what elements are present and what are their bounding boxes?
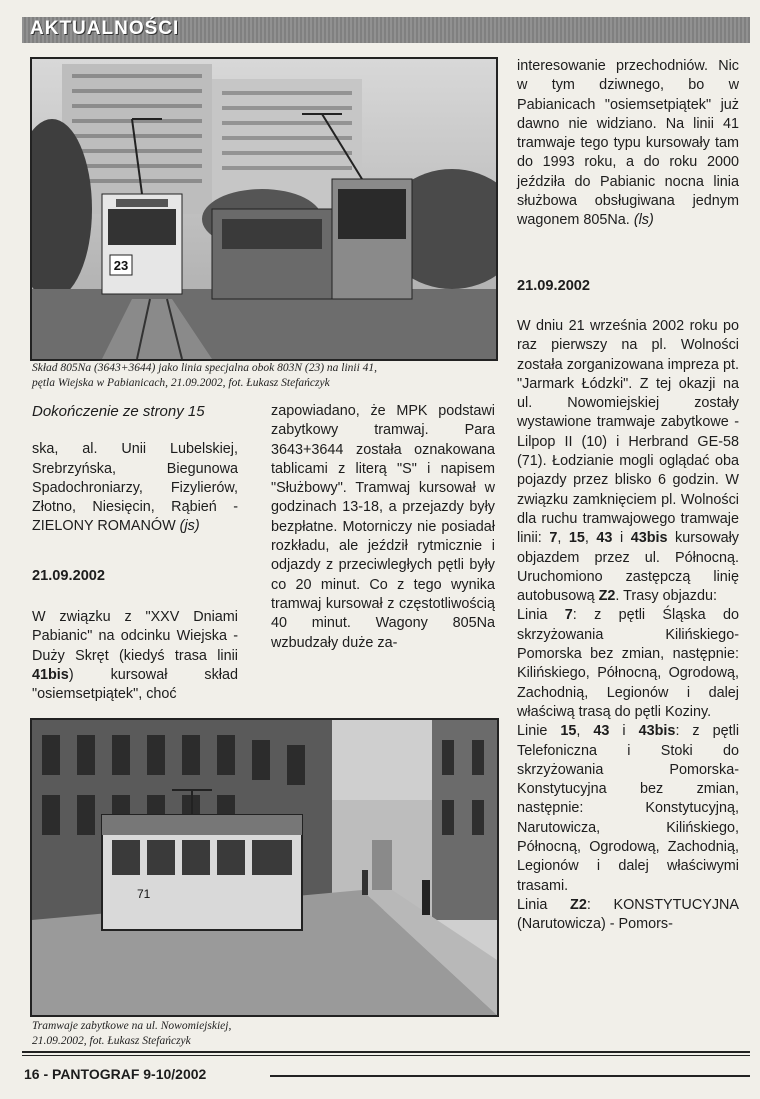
route-3-number: Z2 bbox=[570, 896, 587, 913]
route-1-label: Linia bbox=[517, 607, 548, 624]
col1-paragraph-2-part1: W związku z "XXV Dniami Pabianic" na odcinku Wiejska - Duży Skręt (kiedyś trasa linii bbox=[32, 609, 238, 664]
section-title: AKTUALNOŚCI bbox=[30, 18, 180, 39]
col3-paragraph-2-part2: kursowały objazdem przez ul. Północną. Uruchomiono zastępczą linię autobusową bbox=[517, 530, 740, 605]
route-2-number-2: 43 bbox=[593, 723, 610, 740]
photo2-caption-line2: 21.09.2002, fot. Łukasz Stefańczyk bbox=[32, 1035, 191, 1047]
col3-author: (ls) bbox=[633, 212, 654, 229]
column-1-top bbox=[32, 402, 238, 537]
sep-2: , bbox=[584, 530, 597, 547]
tram-number-left: 23 bbox=[113, 258, 129, 273]
route-lines-15-43 bbox=[517, 722, 739, 896]
col1-paragraph-1-text: ska, al. Unii Lubelskiej, Srebrzyńska, Biegunowa Spadochroniarzy, Fizylierów, Złotno, Niesięcin, Rąbień - ZIELONY ROMANÓW bbox=[32, 441, 238, 535]
route-2-sep-2: i bbox=[609, 723, 639, 740]
photo1-caption bbox=[32, 361, 502, 391]
route-line-7 bbox=[517, 606, 739, 722]
col3-paragraph-2-part1: W dniu 21 września 2002 roku po raz pierwszy na pl. Wolności została zorganizowana impreza pt. "Jarmark Łódzki". Z tej okazji na ul. Nowomiejskiej zostały wystawione tramwaje zabytkowe - Lilpop II (10) i Herbrand GE-58 (71). Łodzianie mogli oglądać oba pojazdy przez blisko 6 godzin. W związku zamknięciem pl. Wolności dla ruchu tramwajowego tramwaje linii: bbox=[517, 318, 739, 547]
route-2-number-1: 15 bbox=[560, 723, 577, 740]
line-41bis: 41bis bbox=[32, 666, 69, 683]
section-header-bar bbox=[22, 17, 750, 43]
column-3-top bbox=[517, 57, 739, 231]
photo2-caption bbox=[32, 1019, 492, 1049]
route-3-text: : KONSTYTUCYJNA (Narutowicza) - Pomors- bbox=[517, 896, 740, 933]
col3-paragraph-2-part3: . Trasy objazdu: bbox=[615, 588, 718, 605]
photo-historic-trams-nowomiejska bbox=[30, 718, 499, 1017]
line-15: 15 bbox=[568, 530, 585, 547]
footer-rule bbox=[270, 1075, 750, 1077]
col1-paragraph-1 bbox=[32, 440, 238, 536]
column-2 bbox=[271, 402, 495, 653]
col1-author: (js) bbox=[179, 518, 200, 535]
col3-paragraph-1-text: interesowanie przechodniów. Nic w tym dziwnego, bo w Pabianicach "osiemsetpiątek" już dawno nie widziano. Na linii 41 tramwaje tego typu kursowały tam do 1993 roku, a do roku 2000 jeździła do Pabianic nocna linia służbowa obsługiwana jednym wagonem 805Na. bbox=[517, 58, 739, 229]
footer-divider bbox=[22, 1051, 750, 1056]
col1-paragraph-2 bbox=[32, 608, 238, 704]
col3-paragraph-2 bbox=[517, 317, 739, 606]
photo-historic-trams-image bbox=[32, 720, 497, 1015]
route-2-sep-1: , bbox=[576, 723, 594, 740]
page-footer: 16 - PANTOGRAF 9-10/2002 bbox=[24, 1066, 207, 1082]
col1-paragraph-2-part2: ) kursował skład "osiemsetpiątek", choć bbox=[32, 666, 238, 703]
col3-date-heading: 21.09.2002 bbox=[517, 278, 591, 294]
col3-paragraph-1 bbox=[517, 57, 739, 231]
photo-trams-pabianice bbox=[30, 57, 498, 361]
route-3-label: Linia bbox=[517, 896, 548, 913]
col1-date-heading: 21.09.2002 bbox=[32, 568, 106, 584]
continued-from-note: Dokończenie ze strony 15 bbox=[32, 403, 205, 420]
route-1-number: 7 bbox=[564, 607, 573, 624]
tram-number-71: 71 bbox=[137, 887, 151, 901]
column-1-bottom bbox=[32, 608, 238, 704]
photo1-caption-line1: Skład 805Na (3643+3644) jako linia specjalna obok 803N (23) na linii 41, bbox=[32, 362, 378, 374]
route-2-number-3: 43bis bbox=[638, 723, 676, 740]
photo1-caption-line2: pętla Wiejska w Pabianicach, 21.09.2002, fot. Łukasz Stefańczyk bbox=[32, 377, 330, 389]
route-line-z2 bbox=[517, 896, 739, 935]
line-43bis: 43bis bbox=[630, 530, 668, 547]
photo2-caption-line1: Tramwaje zabytkowe na ul. Nowomiejskiej, bbox=[32, 1020, 232, 1032]
photo-trams-pabianice-image bbox=[32, 59, 496, 359]
route-2-text: : z pętli Telefoniczna i Stoki do skrzyżowania Pomorska-Konstytucyjna bez zmian, następnie: Konstytucyjną, Narutowicza, Kilińskiego, Północną, Ogrodową, Zachodnią, Legionów i dalej właściwymi trasami. bbox=[517, 723, 740, 894]
column-3-bottom bbox=[517, 317, 739, 935]
line-7: 7 bbox=[549, 530, 558, 547]
route-2-label: Linie bbox=[517, 723, 548, 740]
line-z2: Z2 bbox=[598, 588, 616, 605]
sep-3: i bbox=[612, 530, 631, 547]
line-43: 43 bbox=[596, 530, 613, 547]
col2-paragraph: zapowiadano, że MPK podstawi zabytkowy tramwaj. Para 3643+3644 została oznakowana tablicami z literą "S" i napisem "Służbowy". Tramwaj kursował w godzinach 13-18, a przejazdy były bezpłatne. Motorniczy nie posiadał rozkładu, ale jeździł rytmicznie i odjazdy z przeciwległych pętli były co 20 minut. Co z tego wynika tramwaj kursował z częstotliwością 40 minut. Wagony 805Na wzbudzały duże za- bbox=[271, 403, 495, 651]
route-1-text: : z pętli Śląska do skrzyżowania Kilińskiego-Pomorska bez zmian, następnie: Kilińskiego, Północną, Ogrodową, Zachodnią, Legionów i dalej właściwą trasą do pętli Koziny. bbox=[517, 607, 739, 720]
sep-1: , bbox=[557, 530, 569, 547]
